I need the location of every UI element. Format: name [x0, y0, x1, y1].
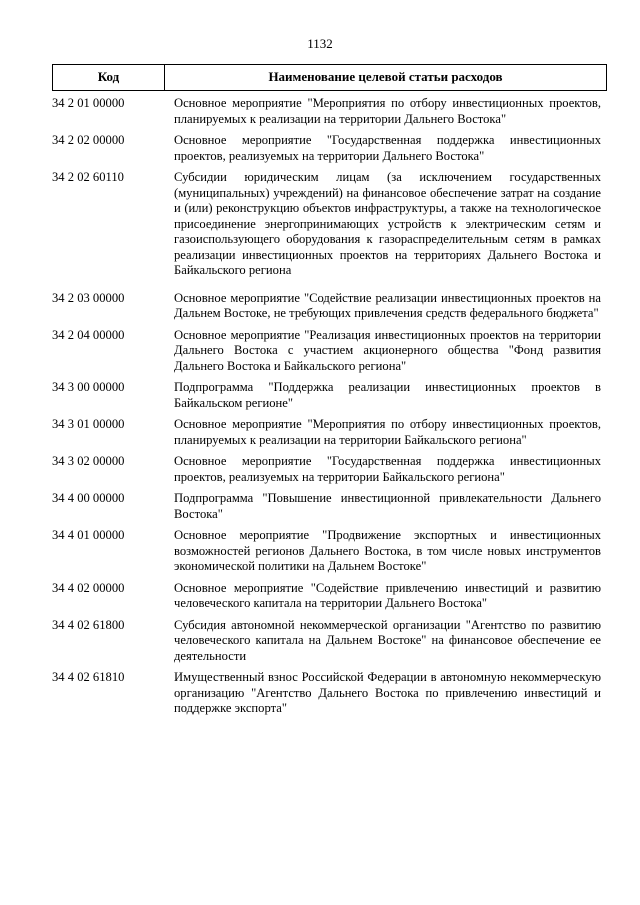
budget-code-table	[52, 64, 607, 723]
table-row	[52, 133, 607, 164]
header-code: Код	[53, 65, 165, 90]
table-row	[52, 618, 607, 665]
row-name: Основное мероприятие "Содействие привлечению инвестиций и развитию человеческого капитала на территории Дальнего Востока"	[174, 580, 601, 610]
row-name: Основное мероприятие "Продвижение экспортных и инвестиционных возможностей регионов Дальнего Востока, в том числе новых инструментов экономической политики на Дальнем Востоке"	[174, 528, 601, 573]
table-body	[52, 91, 607, 717]
row-code: 34 3 02 00000	[52, 454, 125, 468]
row-code: 34 2 02 60110	[52, 170, 124, 184]
header-name: Наименование целевой статьи расходов	[268, 69, 503, 84]
row-code: 34 2 04 00000	[52, 327, 125, 342]
row-code: 34 2 02 00000	[52, 133, 125, 147]
row-name: Имущественный взнос Российской Федерации в автономную некоммерческую организацию "Агентство Дальнего Востока по привлечению инвестиций и поддержке экспорта"	[174, 670, 601, 715]
row-code: 34 2 03 00000	[52, 290, 125, 305]
table-row	[52, 291, 607, 322]
row-code: 34 4 01 00000	[52, 528, 125, 542]
row-name: Основное мероприятие "Мероприятия по отбору инвестиционных проектов, планируемых к реализации на территории Дальнего Востока"	[174, 96, 601, 126]
row-code: 34 3 01 00000	[52, 417, 125, 431]
row-code: 34 4 00 00000	[52, 491, 125, 505]
row-name: Основное мероприятие "Содействие реализации инвестиционных проектов на Дальнем Востоке, не требующих привлечения средств федерального бюджета"	[174, 290, 601, 320]
row-name: Субсидия автономной некоммерческой организации "Агентство по развитию человеческого капитала на Дальнем Востоке" на финансовое обеспечение ее деятельности	[174, 617, 601, 663]
row-name: Основное мероприятие "Государственная поддержка инвестиционных проектов, реализуемых на территории Дальнего Востока"	[174, 133, 601, 163]
row-name: Подпрограмма "Поддержка реализации инвестиционных проектов в Байкальском регионе"	[174, 380, 601, 410]
table-header	[52, 64, 607, 91]
table-row	[52, 491, 607, 522]
table-row	[52, 528, 607, 575]
table-row	[52, 170, 607, 279]
table-row	[52, 454, 607, 485]
row-code: 34 2 01 00000	[52, 96, 125, 110]
table-row	[52, 96, 607, 127]
row-name: Основное мероприятие "Государственная поддержка инвестиционных проектов, реализуемых на территории Байкальского региона"	[174, 454, 601, 484]
row-code: 34 4 02 61800	[52, 617, 125, 632]
row-code: 34 4 02 00000	[52, 580, 125, 595]
row-code: 34 4 02 61810	[52, 670, 125, 684]
table-row	[52, 670, 607, 717]
row-name: Основное мероприятие "Мероприятия по отбору инвестиционных проектов, планируемых к реализации на территории Байкальского региона"	[174, 417, 601, 447]
row-name: Основное мероприятие "Реализация инвестиционных проектов на территории Дальнего Востока с участием акционерного общества "Фонд развития Дальнего Востока и Байкальского региона"	[174, 327, 601, 373]
row-name: Подпрограмма "Повышение инвестиционной привлекательности Дальнего Востока"	[174, 491, 601, 521]
row-name: Субсидии юридическим лицам (за исключением государственных (муниципальных) учреждений) на финансовое обеспечение затрат на создание и (или) реконструкцию объектов инфраструктуры, а также на технологическое присоединение энергопринимающих устройств к электрическим сетям и газоиспользующего оборудования к газораспределительным сетям в рамках реализации инвестиционных проектов на территориях Дальнего Востока и Байкальского региона	[174, 170, 601, 277]
table-row	[52, 417, 607, 448]
table-row	[52, 380, 607, 411]
table-row	[52, 581, 607, 612]
row-code: 34 3 00 00000	[52, 380, 125, 394]
page-number: 1132	[307, 36, 333, 51]
table-row	[52, 328, 607, 375]
